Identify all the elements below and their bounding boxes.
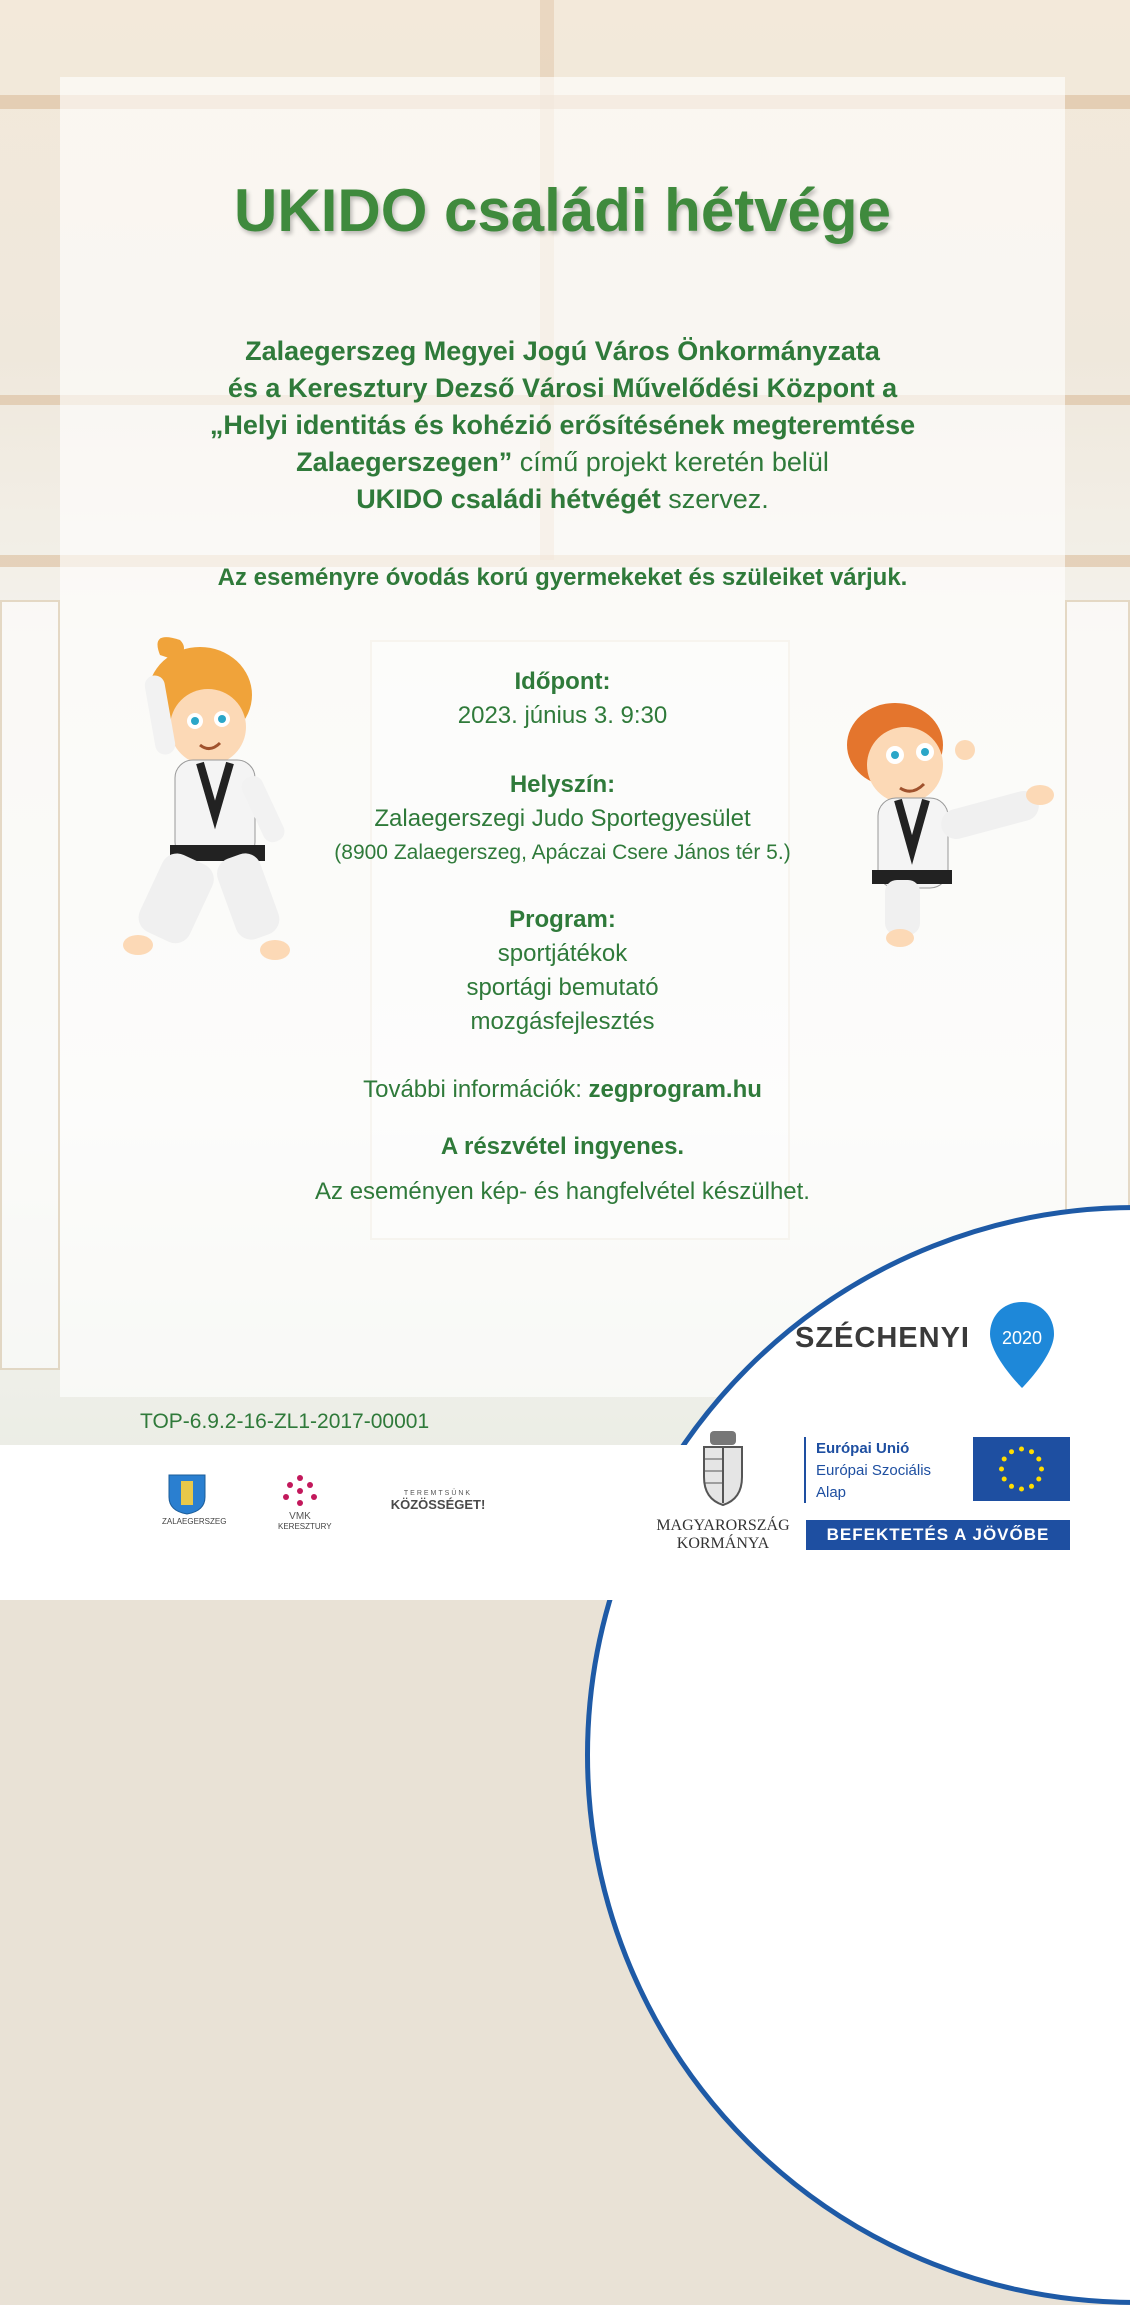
time-label: Időpont: xyxy=(514,668,611,695)
szechenyi-year: 2020 xyxy=(1001,1328,1043,1348)
zalaegerszeg-logo: ZALAEGERSZEG xyxy=(162,1473,212,1526)
time-value: 2023. június 3. 9:30 xyxy=(457,702,668,729)
page-title: UKIDO családi hétvége xyxy=(234,177,891,244)
eu-stars-icon xyxy=(973,1437,1070,1501)
recording-notice: Az eseményen kép- és hangfelvétel készülhet. xyxy=(315,1178,810,1205)
girl-karateka-illustration xyxy=(120,635,300,980)
vmk-logo: VMK KERESZTURY xyxy=(278,1473,322,1531)
szechenyi-word: SZÉCHENYI xyxy=(795,1322,970,1354)
intro-bold: Zalaegerszegen” xyxy=(296,447,513,477)
government-label: MAGYARORSZÁG KORMÁNYA xyxy=(656,1517,790,1552)
project-code: TOP-6.9.2-16-ZL1-2017-00001 xyxy=(140,1410,430,1433)
program-label: Program: xyxy=(509,906,616,933)
zalaegerszeg-crest-icon xyxy=(167,1473,207,1515)
intro-normal: szervez. xyxy=(660,484,769,514)
intro-line: „Helyi identitás és kohézió erősítésének megteremtése xyxy=(209,410,916,440)
program-item: mozgásfejlesztés xyxy=(470,1008,655,1035)
place-label: Helyszín: xyxy=(509,771,616,798)
program-item: sportági bemutató xyxy=(466,974,659,1001)
intro-bold: UKIDO családi hétvégét xyxy=(356,484,661,514)
program-item: sportjátékok xyxy=(497,940,628,967)
info-link[interactable]: zegprogram.hu xyxy=(588,1076,762,1103)
eu-text: Európai Unió Európai Szociális Alap xyxy=(816,1440,932,1501)
info-label: További információk: xyxy=(363,1076,589,1103)
intro-line xyxy=(60,444,1065,481)
place-name: Zalaegerszegi Judo Sportegyesület xyxy=(374,805,751,832)
intro-line: és a Keresztury Dezső Városi Művelődési Központ a xyxy=(227,373,898,403)
invite-text: Az eseményre óvodás korú gyermekeket és szüleiket várjuk. xyxy=(217,564,908,591)
eu-flag xyxy=(973,1437,1070,1501)
intro-line xyxy=(60,481,1065,518)
intro-normal: című projekt keretén belül xyxy=(512,447,829,477)
eu-slogan-bar: BEFEKTETÉS A JÖVŐBE xyxy=(806,1520,1070,1550)
place-address: (8900 Zalaegerszeg, Apáczai Csere János tér 5.) xyxy=(334,841,791,864)
info-line xyxy=(60,1073,1065,1110)
free-text: A részvétel ingyenes. xyxy=(440,1133,685,1160)
intro-text xyxy=(60,333,1065,518)
vmk-dots-icon xyxy=(280,1473,320,1509)
hungarian-coat-of-arms-icon xyxy=(700,1425,746,1507)
shoji-panel xyxy=(0,600,60,1370)
boy-karateka-illustration xyxy=(840,700,1060,960)
intro-line: Zalaegerszeg Megyei Jogú Város Önkormányzata xyxy=(245,336,880,366)
termtsunk-logo: TEREMTSÜNK KÖZÖSSÉGET! xyxy=(390,1490,486,1512)
